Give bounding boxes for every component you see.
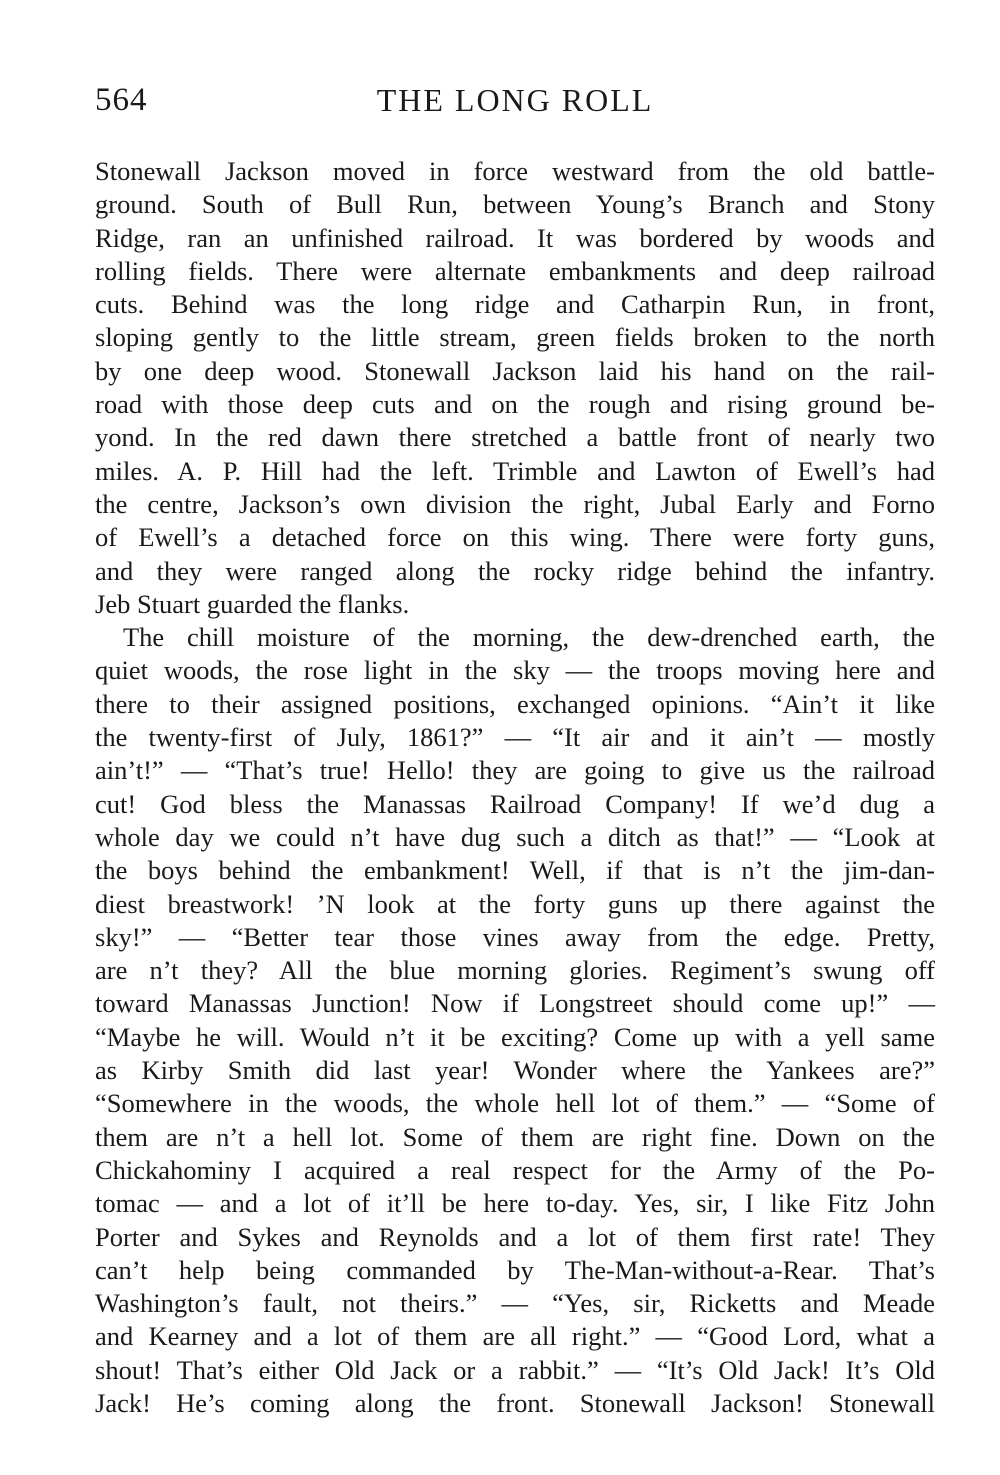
text-line: road with those deep cuts and on the rough and rising ground be- xyxy=(95,389,935,420)
text-line: Jack! He’s coming along the front. Stonewall Jackson! Stonewall xyxy=(95,1387,935,1418)
text-line: sloping gently to the little stream, green fields broken to the north xyxy=(95,322,935,353)
text-line: Ridge, ran an unfinished railroad. It was bordered by woods and xyxy=(95,222,935,253)
text-line: there to their assigned positions, exchanged opinions. “Ain’t it like xyxy=(95,688,935,719)
paragraph-end-line: Jeb Stuart guarded the flanks. xyxy=(95,588,410,619)
text-line: “Somewhere in the woods, the whole hell lot of them.” — “Some of xyxy=(95,1088,935,1119)
text-line: quiet woods, the rose light in the sky — the troops moving here and xyxy=(95,655,935,686)
text-line: the twenty-first of July, 1861?” — “It air and it ain’t — mostly xyxy=(95,722,935,753)
text-line: and Kearney and a lot of them are all right.” — “Good Lord, what a xyxy=(95,1321,935,1352)
text-line: miles. A. P. Hill had the left. Trimble and Lawton of Ewell’s had xyxy=(95,455,935,486)
text-line: toward Manassas Junction! Now if Longstreet should come up!” — xyxy=(95,988,935,1019)
text-line: yond. In the red dawn there stretched a battle front of nearly two xyxy=(95,422,935,453)
text-line: Stonewall Jackson moved in force westward from the old battle- xyxy=(95,156,935,186)
text-line: of Ewell’s a detached force on this wing. There were forty guns, xyxy=(95,522,935,553)
text-line: ground. South of Bull Run, between Young’s Branch and Stony xyxy=(95,189,935,220)
body-text xyxy=(95,155,935,1420)
text-line: by one deep wood. Stonewall Jackson laid his hand on the rail- xyxy=(95,355,935,386)
running-title: THE LONG ROLL xyxy=(376,82,654,118)
paragraph-first-line: The chill moisture of the morning, the dew-drenched earth, the xyxy=(123,622,935,653)
text-line: are n’t they? All the blue morning glories. Regiment’s swung off xyxy=(95,955,935,986)
text-line: shout! That’s either Old Jack or a rabbit.” — “It’s Old Jack! It’s Old xyxy=(95,1354,935,1385)
text-line: can’t help being commanded by The-Man-without-a-Rear. That’s xyxy=(95,1254,935,1285)
text-line: Porter and Sykes and Reynolds and a lot of them first rate! They xyxy=(95,1221,935,1252)
text-line: as Kirby Smith did last year! Wonder where the Yankees are?” xyxy=(95,1055,935,1086)
text-line: cut! God bless the Manassas Railroad Company! If we’d dug a xyxy=(95,788,935,819)
page-number: 564 xyxy=(95,82,148,118)
text-line: ain’t!” — “That’s true! Hello! they are going to give us the railroad xyxy=(95,755,935,786)
page-header xyxy=(95,82,935,132)
text-line: Washington’s fault, not theirs.” — “Yes, sir, Ricketts and Meade xyxy=(95,1288,935,1319)
text-line: tomac — and a lot of it’ll be here to-day. Yes, sir, I like Fitz John xyxy=(95,1188,935,1219)
text-line: them are n’t a hell lot. Some of them are right fine. Down on the xyxy=(95,1121,935,1152)
text-line: “Maybe he will. Would n’t it be exciting? Come up with a yell same xyxy=(95,1021,935,1052)
text-line: rolling fields. There were alternate embankments and deep railroad xyxy=(95,255,935,286)
text-line: the boys behind the embankment! Well, if that is n’t the jim-dan- xyxy=(95,855,935,886)
text-line: sky!” — “Better tear those vines away from the edge. Pretty, xyxy=(95,921,935,952)
text-line: the centre, Jackson’s own division the right, Jubal Early and Forno xyxy=(95,488,935,519)
text-line: diest breastwork! ’N look at the forty guns up there against the xyxy=(95,888,935,919)
text-line: and they were ranged along the rocky ridge behind the infantry. xyxy=(95,555,935,586)
text-line: whole day we could n’t have dug such a ditch as that!” — “Look at xyxy=(95,821,935,852)
text-line: cuts. Behind was the long ridge and Catharpin Run, in front, xyxy=(95,289,935,320)
text-line: Chickahominy I acquired a real respect for the Army of the Po- xyxy=(95,1154,935,1185)
